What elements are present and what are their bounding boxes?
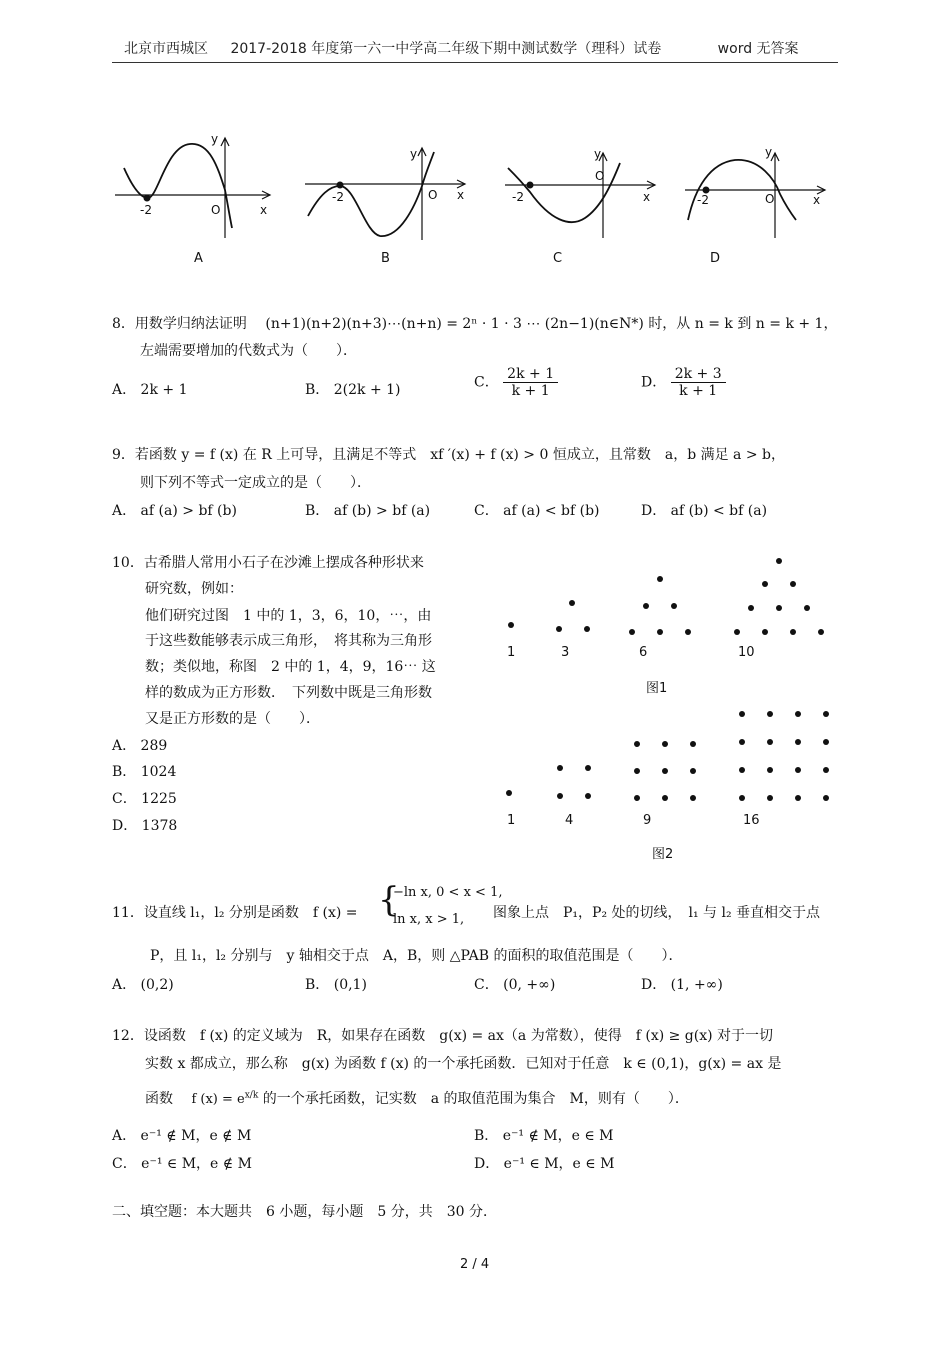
fig1-number: 10 — [738, 645, 755, 660]
q8-option-c-num: 2k + 1 — [503, 366, 558, 383]
fig1-number: 1 — [507, 645, 516, 660]
fig1-caption: 图1 — [646, 681, 668, 696]
graph-b-origin: O — [428, 188, 438, 202]
q12-option-d: D． e⁻¹ ∈ M，e ∈ M — [474, 1156, 615, 1172]
q8-option-c-label: C． — [474, 374, 499, 391]
fig2-dot — [739, 767, 745, 773]
q8-option-d-label: D． — [641, 374, 667, 391]
q10-line1 — [112, 552, 424, 572]
q12-line3-prefix: 函数 — [145, 1091, 173, 1107]
q11-option-c: C． (0, +∞) — [474, 977, 556, 993]
q11-option-d: D． (1, +∞) — [641, 977, 723, 993]
q12-text1: 设函数 f (x) 的定义域为 R，如果存在函数 g(x) = ax（a 为常数），使得 f (x) ≥ g(x) 对于一切 — [143, 1028, 774, 1044]
q8-option-c-den: k + 1 — [511, 383, 550, 399]
graph-a-origin: O — [211, 203, 221, 217]
fig2-dot — [767, 767, 773, 773]
fig1-dot — [657, 576, 663, 582]
page-header — [112, 38, 838, 63]
q12-option-b: B． e⁻¹ ∉ M，e ∈ M — [474, 1128, 614, 1144]
q12-line3-suffix: 的一个承托函数，记实数 a 的取值范围为集合 M，则有（ ）． — [262, 1091, 689, 1107]
fig2-number: 9 — [643, 813, 652, 828]
graph-a-y-label: y — [211, 132, 219, 146]
graph-d-origin: O — [765, 192, 775, 206]
q10-line6: 样的数成为正方形数． 下列数中既是三角形数 — [145, 685, 432, 701]
q11-text1: 设直线 l₁，l₂ 分别是函数 f (x) = — [143, 905, 358, 921]
graph-c-origin: O — [595, 169, 605, 183]
fig2-dot — [767, 739, 773, 745]
fig1-dot — [790, 629, 796, 635]
fig2-dot — [795, 711, 801, 717]
q10-line5: 数；类似地，称图 2 中的 1，4，9，16⋯ 这 — [145, 659, 436, 675]
q8-line2: 左端需要增加的代数式为（ ）． — [140, 343, 357, 359]
q9-text1: 若函数 y = f (x) 在 R 上可导，且满足不等式 xf ′(x) + f (x) > 0 恒成立，且常数 a，b 满足 a > b， — [134, 447, 785, 463]
q11-number: 11． — [112, 905, 144, 921]
fig2-dot — [662, 768, 668, 774]
q9-option-d: D． af (b) < bf (a) — [641, 503, 768, 519]
fig1-dot — [762, 581, 768, 587]
q12-option-c: C． e⁻¹ ∈ M，e ∉ M — [112, 1156, 252, 1172]
fig2-dot — [662, 795, 668, 801]
graph-d-y-label: y — [765, 145, 773, 159]
q8-option-d — [641, 366, 726, 399]
q8-number: 8． — [112, 316, 135, 332]
fig2-dot — [739, 795, 745, 801]
graph-d-neg2: -2 — [697, 193, 709, 207]
graph-b-point — [337, 182, 344, 189]
fig2-dot — [662, 741, 668, 747]
graph-c-x-label: x — [643, 190, 651, 204]
q10-line7: 又是正方形数的是（ ）． — [145, 711, 320, 727]
fig2-dot — [585, 765, 591, 771]
q12-line1 — [112, 1025, 773, 1045]
graph-c-point — [527, 182, 534, 189]
q11-brace: { — [378, 880, 400, 920]
fig1-dot — [762, 629, 768, 635]
q10-number: 10． — [112, 555, 144, 571]
fig1-dot — [643, 603, 649, 609]
q10-line3: 他们研究过图 1 中的 1，3，6，10，⋯，由 — [145, 608, 432, 624]
fig2-dot — [795, 795, 801, 801]
q10-option-c: C． 1225 — [112, 791, 177, 807]
graph-d-caption: D — [710, 251, 721, 266]
q9-line1 — [112, 444, 785, 464]
graph-c-caption: C — [553, 251, 563, 266]
graph-a-neg2: -2 — [140, 203, 152, 217]
fig1-dot — [508, 622, 514, 628]
fig2-dot — [506, 790, 512, 796]
graph-a-x-label: x — [260, 203, 268, 217]
graph-c-y-label: y — [594, 147, 602, 161]
q8-formula: (n+1)(n+2)(n+3)⋯(n+n) = 2ⁿ · 1 · 3 ⋯ (2n−1)(n∈N*) — [265, 316, 644, 332]
fig2-number: 1 — [507, 813, 516, 828]
fig2-number: 16 — [743, 813, 760, 828]
graph-b-y-label: y — [410, 147, 418, 161]
q10-option-a: A． 289 — [112, 738, 168, 754]
fig1-number: 6 — [639, 645, 648, 660]
fig1-dot — [734, 629, 740, 635]
header-region: 北京市西城区 — [124, 41, 208, 57]
q10-line4: 于这些数能够表示成三角形， 将其称为三角形 — [145, 633, 432, 649]
q8-option-d-num: 2k + 3 — [671, 366, 726, 383]
fig1-dot — [556, 626, 562, 632]
graph-a-caption: A — [194, 251, 203, 266]
q8-option-d-fraction — [671, 366, 726, 399]
q11-option-b: B． (0,1) — [305, 977, 367, 993]
fig2-dot — [634, 795, 640, 801]
q11-line1-left — [112, 902, 358, 922]
header-tag: word 无答案 — [717, 41, 799, 57]
fig2-dot — [823, 795, 829, 801]
q12-option-a: A． e⁻¹ ∉ M，e ∉ M — [112, 1128, 252, 1144]
fig1-dot — [569, 600, 575, 606]
fig1-number: 3 — [561, 645, 570, 660]
q11-option-a: A． (0,2) — [112, 977, 174, 993]
q10-text1: 古希腊人常用小石子在沙滩上摆成各种形状来 — [143, 555, 424, 571]
fig2-dot — [739, 739, 745, 745]
fig2-dot — [823, 767, 829, 773]
page-number: 2 / 4 — [460, 1257, 490, 1272]
q9-number: 9． — [112, 447, 135, 463]
q12-function-base: f (x) = e — [191, 1092, 245, 1107]
fig2-dot — [585, 793, 591, 799]
q8-text2: 时，从 n = k 到 n = k + 1， — [648, 316, 838, 332]
q10-line2: 研究数，例如： — [145, 581, 243, 597]
fig2-dot — [634, 768, 640, 774]
graph-b-caption: B — [381, 251, 390, 266]
fig1-dot — [584, 626, 590, 632]
q9-option-a: A． af (a) > bf (b) — [112, 503, 237, 519]
fig2-caption: 图2 — [652, 847, 674, 862]
fig2-dot — [690, 741, 696, 747]
graph-b-x-label: x — [457, 188, 465, 202]
fig2-dot — [557, 765, 563, 771]
fig2-dot — [690, 795, 696, 801]
fig2-dot — [739, 711, 745, 717]
fig1-dot — [776, 605, 782, 611]
fig2-dot — [795, 767, 801, 773]
q8-option-a: A． 2k + 1 — [112, 382, 188, 398]
fig1-dot — [776, 558, 782, 564]
fig2-dot — [690, 768, 696, 774]
fig1-dot — [790, 581, 796, 587]
fig2-number: 4 — [565, 813, 574, 828]
q9-option-c: C． af (a) < bf (b) — [474, 503, 600, 519]
fig1-dot — [818, 629, 824, 635]
q12-number: 12． — [112, 1028, 144, 1044]
q10-option-d: D． 1378 — [112, 818, 178, 834]
q8-option-d-den: k + 1 — [679, 383, 718, 399]
q12-function-exponent: x/k — [244, 1090, 259, 1101]
graph-d-x-label: x — [813, 193, 821, 207]
graph-b-neg2: -2 — [332, 190, 344, 204]
q8-line1 — [112, 313, 837, 333]
fig2-dot — [767, 711, 773, 717]
q8-text1: 用数学归纳法证明 — [134, 316, 247, 332]
fig2-dot — [823, 739, 829, 745]
q8-option-c — [474, 366, 558, 399]
q11-case2: ln x, x > 1, — [393, 912, 465, 927]
header-title: 2017-2018 年度第一六一中学高二年级下期中测试数学（理科）试卷 — [230, 41, 662, 57]
fig1-dot — [748, 605, 754, 611]
q9-line2: 则下列不等式一定成立的是（ ）． — [140, 475, 371, 491]
q9-option-b: B． af (b) > bf (a) — [305, 503, 431, 519]
fig1-dot — [804, 605, 810, 611]
q10-option-b: B． 1024 — [112, 764, 177, 780]
fig1-dot — [685, 629, 691, 635]
q12-line3 — [145, 1088, 689, 1108]
q12-line2: 实数 x 都成立，那么称 g(x) 为函数 f (x) 的一个承托函数．已知对于任意 k ∈ (0,1)，g(x) = ax 是 — [145, 1056, 782, 1072]
fig2-dot — [557, 793, 563, 799]
q12-function — [191, 1092, 258, 1107]
fig2-dot — [767, 795, 773, 801]
q8-option-b: B． 2(2k + 1) — [305, 382, 401, 398]
graph-b-curve — [308, 152, 434, 236]
fig2-dot — [795, 739, 801, 745]
q8-option-c-fraction — [503, 366, 558, 399]
fig1-dot — [671, 603, 677, 609]
section-2-heading: 二、填空题：本大题共 6 小题，每小题 5 分，共 30 分． — [112, 1204, 497, 1220]
graph-a-point — [144, 195, 151, 202]
fig2-dot — [634, 741, 640, 747]
q11-text2: 图象上点 P₁，P₂ 处的切线， l₁ 与 l₂ 垂直相交于点 — [493, 905, 821, 921]
fig1-dot — [657, 629, 663, 635]
fig2-dot — [823, 711, 829, 717]
fig1-dot — [629, 629, 635, 635]
q11-line2: P，且 l₁，l₂ 分别与 y 轴相交于点 A，B，则 △PAB 的面积的取值范围是（ ）． — [150, 948, 683, 964]
graph-c-neg2: -2 — [512, 190, 524, 204]
q11-case1: −ln x, 0 < x < 1, — [393, 885, 503, 900]
